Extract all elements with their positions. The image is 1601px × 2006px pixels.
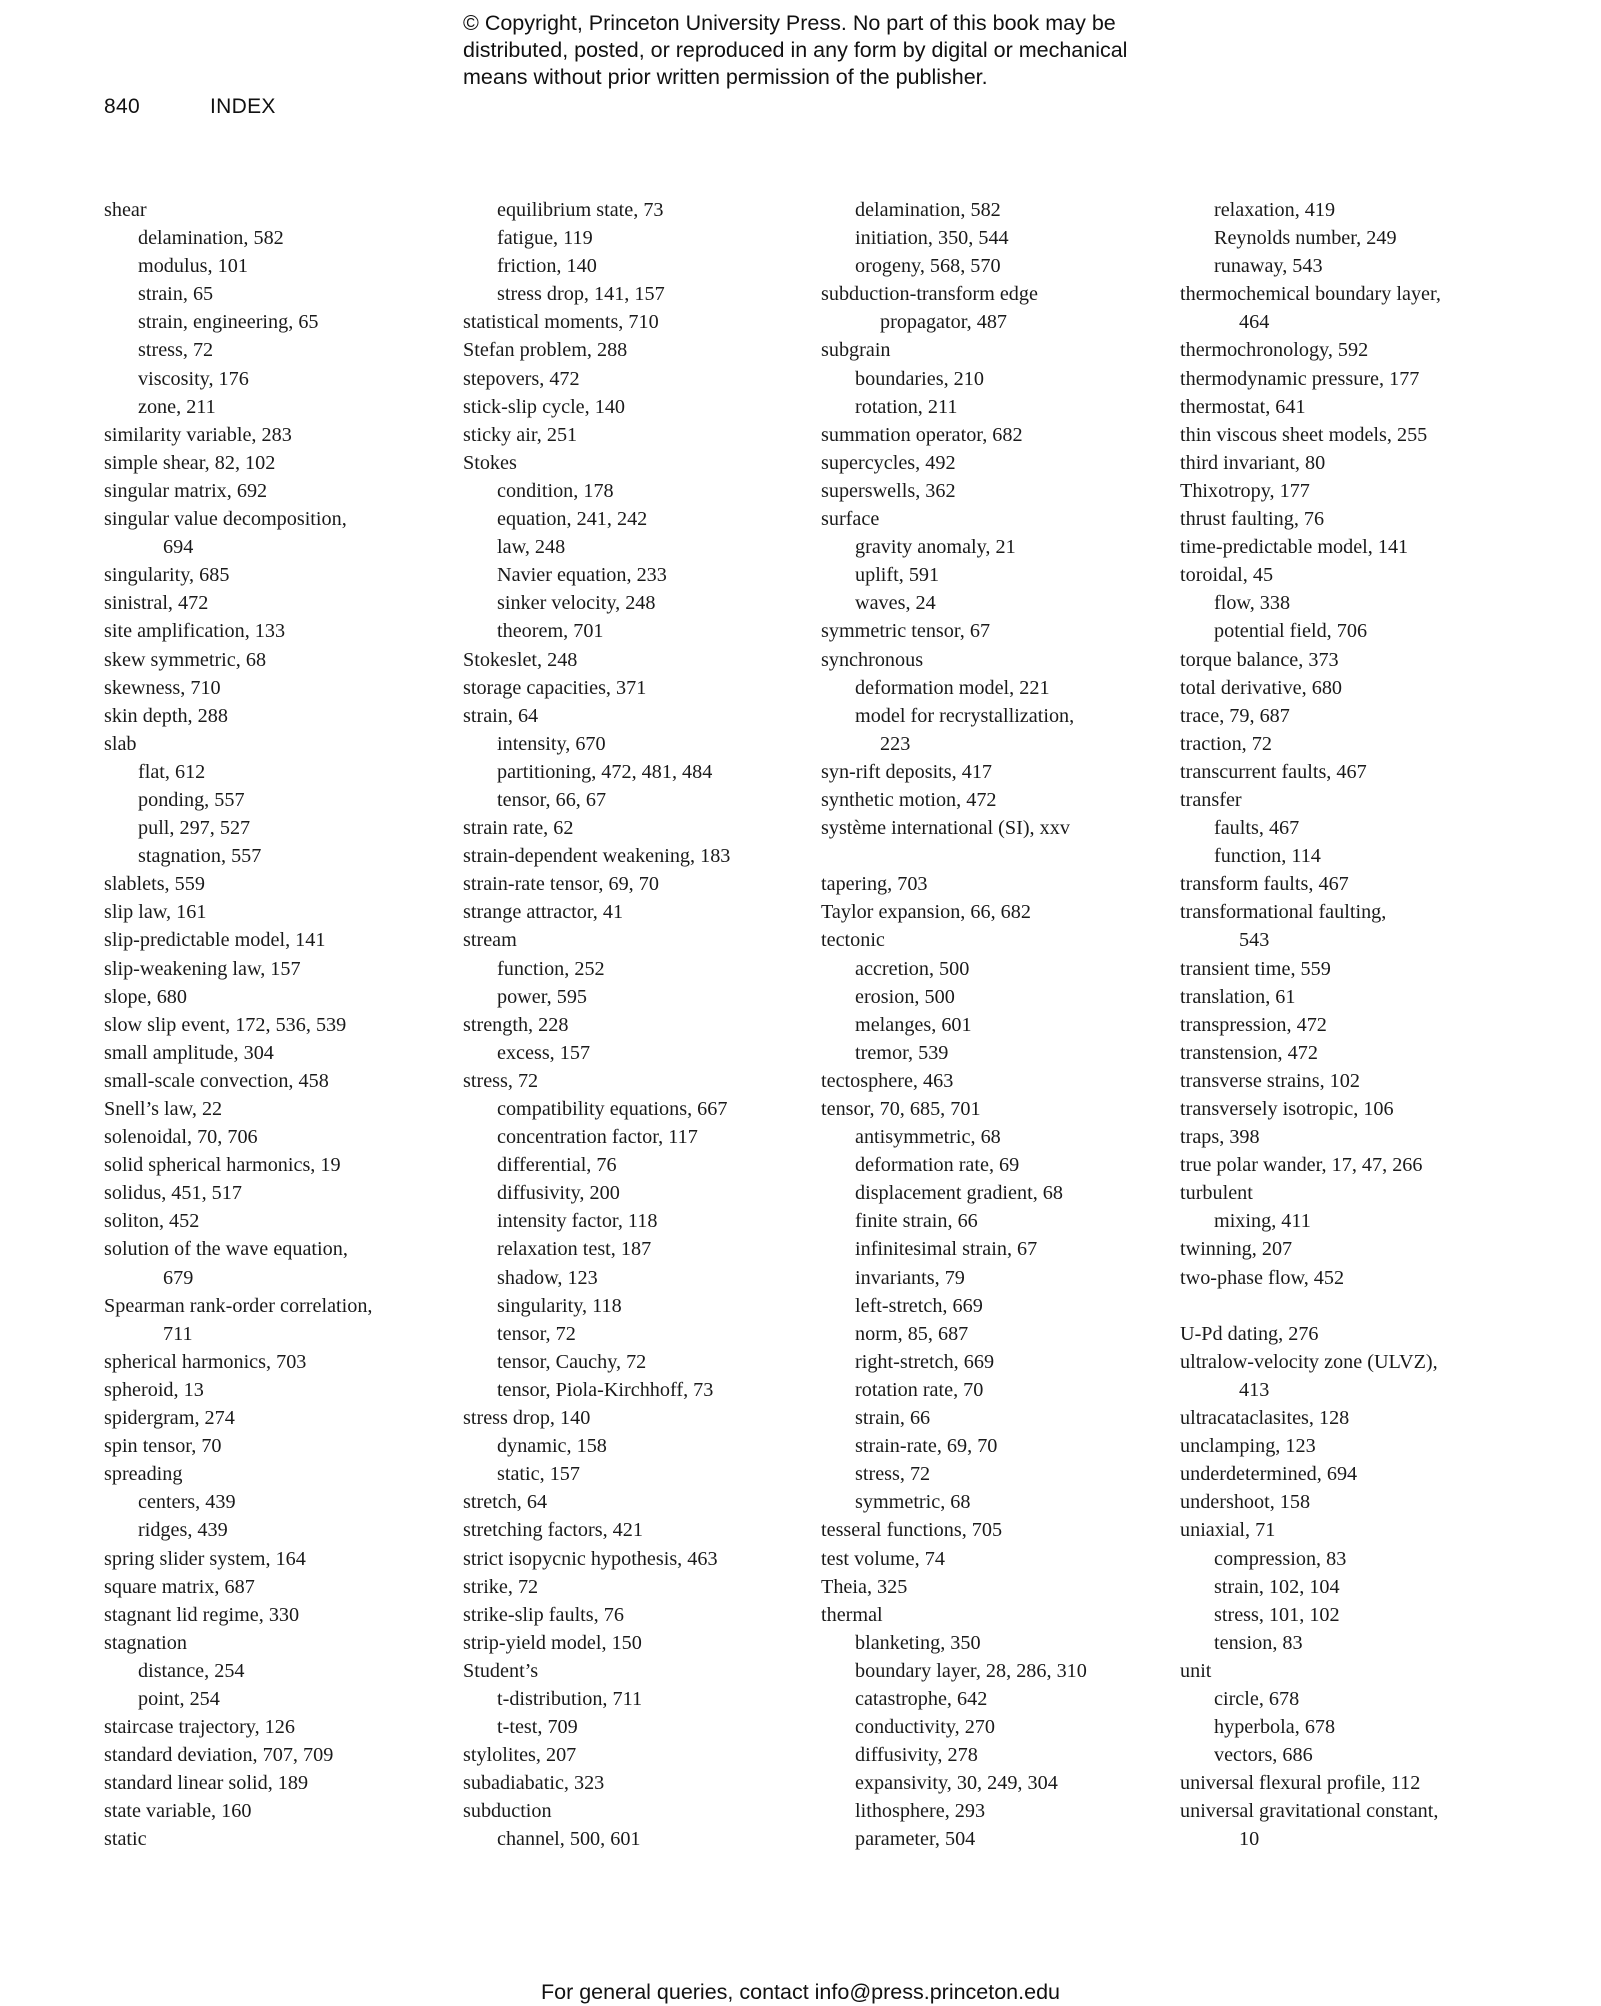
index-entry: translation, 61	[1180, 985, 1296, 1008]
index-subentry: strain, 65	[138, 283, 214, 306]
index-subentry: static, 157	[497, 1463, 580, 1486]
index-entry: small-scale convection, 458	[104, 1069, 329, 1092]
index-subentry: model for recrystallization,	[855, 704, 1075, 727]
index-entry: synchronous	[821, 648, 924, 671]
index-subentry: Reynolds number, 249	[1214, 227, 1397, 250]
index-subentry: ridges, 439	[138, 1519, 228, 1542]
index-entry: slab	[104, 732, 137, 755]
index-subentry: parameter, 504	[855, 1828, 976, 1851]
index-subentry: tensor, Cauchy, 72	[497, 1350, 647, 1373]
index-subentry: diffusivity, 200	[497, 1182, 620, 1205]
index-subentry: friction, 140	[497, 255, 597, 278]
index-entry: spidergram, 274	[104, 1407, 235, 1430]
index-subentry: melanges, 601	[855, 1013, 972, 1036]
index-entry: skew symmetric, 68	[104, 648, 267, 671]
index-subentry: partitioning, 472, 481, 484	[497, 760, 713, 783]
index-entry: solution of the wave equation,	[104, 1238, 348, 1261]
index-subentry: Navier equation, 233	[497, 564, 667, 587]
index-entry: simple shear, 82, 102	[104, 451, 276, 474]
index-entry: transform faults, 467	[1180, 873, 1349, 896]
index-entry: slip-predictable model, 141	[104, 929, 326, 952]
index-entry: stress, 72	[463, 1069, 539, 1092]
index-entry: strength, 228	[463, 1013, 569, 1036]
index-subentry: flat, 612	[138, 760, 206, 783]
index-entry: sticky air, 251	[463, 423, 578, 446]
index-subentry: tension, 83	[1214, 1631, 1303, 1654]
index-subentry: waves, 24	[855, 592, 936, 615]
index-entry: two-phase flow, 452	[1180, 1266, 1345, 1289]
index-subentry: deformation model, 221	[855, 676, 1050, 699]
index-entry: strange attractor, 41	[463, 901, 624, 924]
index-entry: Snell’s law, 22	[104, 1098, 223, 1120]
index-entry: tensor, 70, 685, 701	[821, 1098, 981, 1120]
index-entry: système international (SI), xxv	[821, 817, 1070, 840]
index-subentry: strain-rate, 69, 70	[855, 1435, 998, 1458]
index-entry: symmetric tensor, 67	[821, 620, 991, 643]
index-entry: Stefan problem, 288	[463, 339, 628, 362]
index-entry: strike-slip faults, 76	[463, 1603, 624, 1626]
index-entry: standard deviation, 707, 709	[104, 1744, 334, 1767]
index-entry: skin depth, 288	[104, 704, 228, 727]
index-subentry: viscosity, 176	[138, 367, 249, 390]
index-subentry: strain, 102, 104	[1214, 1575, 1340, 1598]
index-subentry: norm, 85, 687	[855, 1322, 969, 1345]
index-entry: spheroid, 13	[104, 1378, 204, 1401]
index-entry: underdetermined, 694	[1180, 1463, 1358, 1486]
index-entry: twinning, 207	[1180, 1238, 1293, 1261]
index-entry: trace, 79, 687	[1180, 704, 1290, 727]
index-subentry: rotation, 211	[855, 395, 958, 418]
index-entry: static	[104, 1828, 147, 1851]
index-subentry: antisymmetric, 68	[855, 1126, 1001, 1149]
index-subentry: conductivity, 270	[855, 1716, 995, 1739]
index-entry: tesseral functions, 705	[821, 1519, 1003, 1542]
index-entry: transfer	[1180, 788, 1242, 811]
index-continuation: 223	[880, 732, 911, 755]
index-subentry: tensor, 66, 67	[497, 788, 607, 811]
index-entry: singular matrix, 692	[104, 479, 268, 502]
index-subentry: differential, 76	[497, 1154, 617, 1177]
index-subentry: tensor, 72	[497, 1322, 576, 1345]
index-entry: surface	[821, 508, 880, 531]
index-subentry: blanketing, 350	[855, 1631, 981, 1654]
index-entry: spring slider system, 164	[104, 1547, 306, 1570]
index-subentry: concentration factor, 117	[497, 1126, 698, 1149]
index-entry: transient time, 559	[1180, 957, 1331, 980]
index-subentry: finite strain, 66	[855, 1210, 978, 1233]
index-entry: stagnant lid regime, 330	[104, 1603, 300, 1626]
index-subentry: erosion, 500	[855, 985, 955, 1008]
index-entry: thermostat, 641	[1180, 395, 1306, 418]
index-subentry: compatibility equations, 667	[497, 1098, 728, 1120]
index-subentry: infinitesimal strain, 67	[855, 1238, 1038, 1261]
index-entry: strain-rate tensor, 69, 70	[463, 873, 659, 896]
index-entry: transpression, 472	[1180, 1013, 1327, 1036]
index-continuation: 464	[1239, 311, 1270, 334]
index-entry: statistical moments, 710	[463, 311, 659, 334]
index-subentry: distance, 254	[138, 1659, 245, 1682]
index-entry: similarity variable, 283	[104, 423, 292, 446]
index-entry: slow slip event, 172, 536, 539	[104, 1013, 347, 1036]
index-entry: state variable, 160	[104, 1800, 252, 1823]
index-subentry: expansivity, 30, 249, 304	[855, 1772, 1058, 1795]
index-entry: singularity, 685	[104, 564, 230, 587]
index-subentry: stress, 72	[138, 339, 214, 362]
index-subentry: potential field, 706	[1214, 620, 1368, 643]
index-entry: small amplitude, 304	[104, 1041, 274, 1064]
index-entry: synthetic motion, 472	[821, 788, 997, 811]
index-subentry: gravity anomaly, 21	[855, 536, 1016, 559]
index-entry: thrust faulting, 76	[1180, 508, 1325, 531]
index-subentry: right-stretch, 669	[855, 1350, 995, 1373]
index-entry: transverse strains, 102	[1180, 1069, 1360, 1092]
index-subentry: mixing, 411	[1214, 1210, 1311, 1233]
index-subentry: t-test, 709	[497, 1716, 578, 1739]
index-subentry: point, 254	[138, 1687, 220, 1710]
running-head	[104, 93, 276, 121]
index-column-3	[821, 196, 1161, 1854]
copyright-notice: © Copyright, Princeton University Press. No part of this book may be distributed, posted, or reproduced in any form by digital or mechanical means without prior written permission of the publisher.	[463, 11, 1128, 89]
index-entry: strain-dependent weakening, 183	[463, 845, 731, 868]
index-continuation: propagator, 487	[880, 311, 1008, 334]
index-entry: Theia, 325	[821, 1575, 908, 1598]
index-subentry: function, 252	[497, 957, 605, 980]
index-continuation: 679	[163, 1266, 194, 1289]
index-entry: solenoidal, 70, 706	[104, 1126, 258, 1149]
index-entry: transversely isotropic, 106	[1180, 1098, 1394, 1120]
index-entry: third invariant, 80	[1180, 451, 1326, 474]
index-entry: traction, 72	[1180, 732, 1272, 755]
index-entry: solidus, 451, 517	[104, 1182, 242, 1205]
index-subentry: power, 595	[497, 985, 588, 1008]
index-subentry: law, 248	[497, 536, 566, 559]
index-subentry: dynamic, 158	[497, 1435, 607, 1458]
index-subentry: vectors, 686	[1214, 1744, 1313, 1767]
index-subentry: symmetric, 68	[855, 1491, 971, 1514]
index-column-2	[463, 196, 803, 1854]
index-subentry: initiation, 350, 544	[855, 227, 1009, 250]
index-entry: ultracataclasites, 128	[1180, 1407, 1350, 1430]
index-entry: universal flexural profile, 112	[1180, 1772, 1421, 1795]
index-entry: subgrain	[821, 339, 891, 362]
index-entry: subduction-transform edge	[821, 283, 1038, 306]
index-subentry: relaxation, 419	[1214, 199, 1336, 221]
index-entry: traps, 398	[1180, 1126, 1260, 1149]
index-entry: standard linear solid, 189	[104, 1772, 309, 1795]
index-entry: summation operator, 682	[821, 423, 1023, 446]
index-subentry: deformation rate, 69	[855, 1154, 1020, 1177]
index-entry: tapering, 703	[821, 873, 928, 896]
index-subentry: intensity, 670	[497, 732, 606, 755]
index-subentry: diffusivity, 278	[855, 1744, 978, 1767]
index-entry: stepovers, 472	[463, 367, 580, 390]
index-subentry: intensity factor, 118	[497, 1210, 658, 1233]
index-entry: thin viscous sheet models, 255	[1180, 423, 1428, 446]
index-subentry: accretion, 500	[855, 957, 970, 980]
index-subentry: stress, 72	[855, 1463, 931, 1486]
index-subentry: shadow, 123	[497, 1266, 598, 1289]
index-subentry: equation, 241, 242	[497, 508, 648, 531]
index-entry: thermochemical boundary layer,	[1180, 283, 1441, 306]
index-entry: spherical harmonics, 703	[104, 1350, 307, 1373]
index-subentry: boundary layer, 28, 286, 310	[855, 1659, 1087, 1682]
index-subentry: delamination, 582	[855, 199, 1001, 221]
index-entry: tectonic	[821, 929, 885, 952]
index-entry: solid spherical harmonics, 19	[104, 1154, 341, 1177]
index-continuation: 10	[1239, 1828, 1260, 1851]
index-entry: supercycles, 492	[821, 451, 956, 474]
index-entry: transtension, 472	[1180, 1041, 1318, 1064]
index-continuation: 413	[1239, 1378, 1270, 1401]
letter-gap	[1180, 1292, 1520, 1320]
index-subentry: hyperbola, 678	[1214, 1716, 1336, 1739]
index-subentry: tensor, Piola-Kirchhoff, 73	[497, 1378, 714, 1401]
index-entry: square matrix, 687	[104, 1575, 255, 1598]
index-subentry: catastrophe, 642	[855, 1687, 988, 1710]
index-entry: true polar wander, 17, 47, 266	[1180, 1154, 1423, 1177]
index-entry: uniaxial, 71	[1180, 1519, 1276, 1542]
index-subentry: flow, 338	[1214, 592, 1291, 615]
index-entry: Stokes	[463, 451, 517, 474]
index-subentry: relaxation test, 187	[497, 1238, 652, 1261]
index-entry: shear	[104, 199, 147, 221]
index-subentry: singularity, 118	[497, 1294, 622, 1317]
index-entry: Student’s	[463, 1659, 539, 1682]
index-entry: strike, 72	[463, 1575, 539, 1598]
index-subentry: invariants, 79	[855, 1266, 965, 1289]
letter-gap	[821, 842, 1161, 870]
index-subentry: channel, 500, 601	[497, 1828, 641, 1851]
index-entry: transcurrent faults, 467	[1180, 760, 1367, 783]
index-entry: strain rate, 62	[463, 817, 574, 840]
index-continuation: 694	[163, 536, 194, 559]
index-continuation: 711	[163, 1322, 193, 1345]
index-entry: universal gravitational constant,	[1180, 1800, 1439, 1823]
index-subentry: circle, 678	[1214, 1687, 1300, 1710]
index-subentry: centers, 439	[138, 1491, 236, 1514]
index-subentry: tremor, 539	[855, 1041, 949, 1064]
index-entry: time-predictable model, 141	[1180, 536, 1409, 559]
index-entry: slip law, 161	[104, 901, 207, 924]
index-subentry: runaway, 543	[1214, 255, 1323, 278]
index-entry: slope, 680	[104, 985, 187, 1008]
index-subentry: stagnation, 557	[138, 845, 262, 868]
index-subentry: excess, 157	[497, 1041, 591, 1064]
index-entry: total derivative, 680	[1180, 676, 1343, 699]
index-entry: unit	[1180, 1659, 1212, 1682]
index-subentry: sinker velocity, 248	[497, 592, 656, 615]
index-entry: site amplification, 133	[104, 620, 286, 643]
index-entry: slip-weakening law, 157	[104, 957, 301, 980]
index-continuation: 543	[1239, 929, 1270, 952]
index-entry: spreading	[104, 1463, 183, 1486]
index-entry: undershoot, 158	[1180, 1491, 1311, 1514]
index-column-4	[1180, 196, 1520, 1854]
index-entry: subadiabatic, 323	[463, 1772, 605, 1795]
section-title: INDEX	[210, 95, 276, 118]
index-entry: stretch, 64	[463, 1491, 548, 1514]
index-subentry: lithosphere, 293	[855, 1800, 986, 1823]
index-entry: U-Pd dating, 276	[1180, 1322, 1319, 1345]
index-subentry: compression, 83	[1214, 1547, 1347, 1570]
index-subentry: rotation rate, 70	[855, 1378, 984, 1401]
index-entry: superswells, 362	[821, 479, 956, 502]
index-entry: subduction	[463, 1800, 552, 1823]
index-entry: stream	[463, 929, 517, 952]
index-subentry: stress, 101, 102	[1214, 1603, 1340, 1626]
index-entry: ultralow-velocity zone (ULVZ),	[1180, 1350, 1438, 1373]
index-entry: Spearman rank-order correlation,	[104, 1294, 373, 1317]
index-entry: soliton, 452	[104, 1210, 200, 1233]
index-entry: unclamping, 123	[1180, 1435, 1316, 1458]
index-entry: test volume, 74	[821, 1547, 945, 1570]
index-subentry: fatigue, 119	[497, 227, 593, 250]
index-entry: spin tensor, 70	[104, 1435, 222, 1458]
index-entry: toroidal, 45	[1180, 564, 1274, 587]
index-entry: torque balance, 373	[1180, 648, 1339, 671]
index-subentry: orogeny, 568, 570	[855, 255, 1001, 278]
index-entry: stretching factors, 421	[463, 1519, 643, 1542]
index-subentry: equilibrium state, 73	[497, 199, 664, 221]
index-entry: sinistral, 472	[104, 592, 209, 615]
index-entry: tectosphere, 463	[821, 1069, 954, 1092]
index-entry: Stokeslet, 248	[463, 648, 578, 671]
index-subentry: strain, engineering, 65	[138, 311, 319, 334]
index-subentry: faults, 467	[1214, 817, 1300, 840]
index-subentry: displacement gradient, 68	[855, 1182, 1063, 1205]
index-entry: storage capacities, 371	[463, 676, 647, 699]
index-entry: singular value decomposition,	[104, 508, 347, 531]
index-entry: thermal	[821, 1603, 883, 1626]
index-entry: staircase trajectory, 126	[104, 1716, 295, 1739]
index-entry: strict isopycnic hypothesis, 463	[463, 1547, 718, 1570]
index-subentry: function, 114	[1214, 845, 1321, 868]
index-entry: strain, 64	[463, 704, 539, 727]
index-subentry: delamination, 582	[138, 227, 284, 250]
index-entry: thermochronology, 592	[1180, 339, 1369, 362]
index-entry: Taylor expansion, 66, 682	[821, 901, 1031, 924]
index-entry: syn-rift deposits, 417	[821, 760, 993, 783]
index-entry: stagnation	[104, 1631, 187, 1654]
index-subentry: ponding, 557	[138, 788, 245, 811]
index-subentry: pull, 297, 527	[138, 817, 251, 840]
index-entry: skewness, 710	[104, 676, 221, 699]
index-subentry: modulus, 101	[138, 255, 248, 278]
index-entry: stress drop, 140	[463, 1407, 591, 1430]
index-entry: strip-yield model, 150	[463, 1631, 642, 1654]
index-subentry: strain, 66	[855, 1407, 931, 1430]
index-entry: stick-slip cycle, 140	[463, 395, 626, 418]
index-entry: Thixotropy, 177	[1180, 479, 1310, 502]
index-column-1	[104, 196, 444, 1854]
index-entry: slablets, 559	[104, 873, 205, 896]
page-number: 840	[104, 95, 140, 118]
index-subentry: stress drop, 141, 157	[497, 283, 665, 306]
footer-contact: For general queries, contact info@press.princeton.edu	[540, 1980, 1060, 2004]
index-entry: turbulent	[1180, 1182, 1253, 1205]
index-subentry: condition, 178	[497, 479, 614, 502]
index-entry: transformational faulting,	[1180, 901, 1387, 924]
index-entry: stylolites, 207	[463, 1744, 577, 1767]
index-entry: thermodynamic pressure, 177	[1180, 367, 1420, 390]
index-subentry: theorem, 701	[497, 620, 604, 643]
index-subentry: boundaries, 210	[855, 367, 984, 390]
index-subentry: uplift, 591	[855, 564, 940, 587]
index-subentry: t-distribution, 711	[497, 1687, 643, 1710]
index-subentry: zone, 211	[138, 395, 216, 418]
index-subentry: left-stretch, 669	[855, 1294, 983, 1317]
